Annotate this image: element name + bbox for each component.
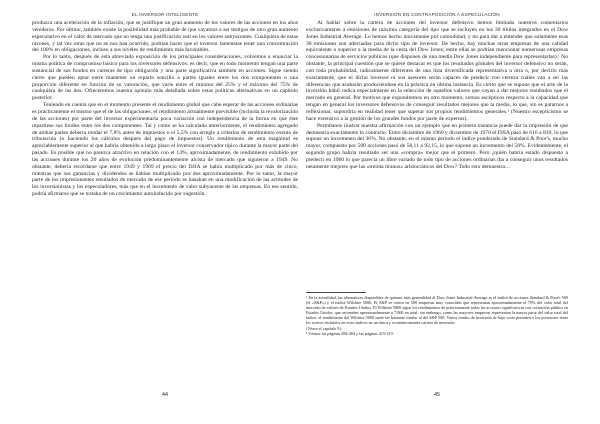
right-paragraph-2: Permítanos ilustrar nuestra afirmación con un ejemplo que en primera instancia puede dar la impresión de que demuestra exactamente lo contrario. Entre diciembre de 1960 y diciembre de 1970 el DJIA pasó de 616 a 839, lo que supone un incremento del 36%. No obstante, en el mismo periodo el índice ponderado de Standard & Poor's, mucho mayor, compuesto por 500 acciones pasó de 58,11 a 92,15, lo que supone un incremento del 58%. Evidentemente, el segundo grupo habría resultado ser una «compra» mejor que el primero. Pero ¿quién habría estado dispuesto a predecir en 1960 lo que parecía un libre variado de todo tipo de acciones ordinarias iba a conseguir unos resultados netamente mejores que las «treinta tiranos» aristocráticos del Dow? Todo esto demuestra…	[306, 122, 568, 170]
left-paragraph-1: produzca una aceleración de la inflación, que se justifique un gran aumento de los valores de las acciones en los años venideros. Por último, también existe la posibilidad más probable de que vayamos a ser testigos de otro gran aumento especulativo en el valor de mercado que no tenga una justificación real en los valores subyacentes. Cualquiera de estas razones, y tal vez otras que no se nos han ocurrido, podrían hacer que el inversor lamentase tener una concentración del 100% en obligaciones, incluso a sus niveles de rendimiento más favorables.	[32, 20, 298, 54]
footnote-rule	[306, 292, 366, 293]
left-paragraph-2: Por lo tanto, después de esta abreviada exposición de los principales consideraciones, volvemos a enunciar la misma política de compromiso básico para los inversores defensivos: es decir, que en todo momento tengan una parte sustancial de sus fondos en carteras de tipo obligación y una parte significativa también en acciones. Sigue siendo cierto que pueden optar entre mantener un reparto sencillo a partes iguales entre los dos componentes o una proporción diferente en función de su valoración, que varíe entre el mínimo del 25% y el máximo del 75% de cualquiera de las dos. Ofreceremos nuestra opinión más detallada sobre estas políticas alternativas en un capítulo posterior.	[32, 54, 298, 102]
right-page-number: 45	[434, 392, 440, 398]
right-paragraph-1: Al hablar sobre la cartera de acciones del inversor defensivo hemos limitado nuestros comentarios exclusivamente a emisiones de máxima categoría del tipo que se incluyen en los 30 títulos integrados en el Dow Jones Industrial Average. Lo hemos hecho únicamente por comodidad, y no para dar a entender que solamente esas 30 emisiones son adecuadas para dicho tipo de inversor. De hecho, hay muchas otras empresas de una calidad equivalente o superior a la media de la cesta del Dow Jones; entre ellas se podrían mencionar numerosas empresas concesionarias de servicios públicos (que disponen de una media Dow Jones independiente para representarlas).¹ No obstante, la principal cuestión que se quiere destacar es que los resultados globales del inversor defensivo no serán, con toda probabilidad, radicalmente diferentes de una lista diversificada representativa u otra o, por decirlo más exactamente, que ni dicho inversor ni sus asesores serán capaces de predecir con certeza cuáles van a ser las diferencias que acabarán produciéndose en la práctica en última instancia. Es cierto que se supone que el arte de la inversión hábil radica especialmente en la selección de aquellos valores que vayan a dar mejores resultados que el mercado en general. Por motivos que expondremos en otro momento, somos escépticos respecto a la capacidad que tengan en general los inversores defensivos de conseguir resultados mejores que la media, lo que, sin es pararnos a reflexionar, supondría en realidad tener que superar sus propios rendimientos generales.² (Nuestro escepticismo se hace extensivo a la gestión de los grandes fondos por parte de expertos).	[306, 20, 568, 122]
footnote-1-continued: (Véase el capítulo 9).	[306, 325, 342, 331]
left-page-body	[32, 20, 298, 198]
left-paragraph-3: Teniendo en cuenta que en el momento presente el rendimiento global que cabe esperar de las acciones ordinarias es prácticamente el mismo que el de las obligaciones, el rendimiento actualmente previsible (incluida la revalorización de las acciones) por parte del inversor experimentaría poca variación con independencia de la forma en que éste repartiese sus fondos entre los dos componentes. Tal y como se ha calculado anteriormente, el rendimiento agregado de ambas partes debería rondar el 7,8% antes de impuestos o el 5,5% con arreglo a criterios de rendimiento exento de tributación (o haciendo los cálculos después del pago de impuestos). Un rendimiento de esta magnitud es apreciablemente superior al que habría obtenido a largo plazo el inversor conservador típico durante la mayor parte del pasado. Es posible que no parezca atractivo en relación con el 14%, aproximadamente, de rendimiento exhibido por las acciones durante los 20 años de evolución predominantemente alcista de mercado que siguieron a 1949. No obstante, debería recordarse que entre 1949 y 1969 el precio del DJIA se había multiplicado por más de cinco, mientras que sus ganancias y dividendos se habían multiplicado por dos aproximadamente. Por lo tanto, la mayor parte de los impresionantes resultados de mercado de ese periodo se basaban en una modificación de las actitudes de los inversionistas y los especuladores, más que en el incremento de valor subyacente de las empresas. En ese sentido, podría afirmarse que se trataba de un crecimiento autoinducido por sugestión.	[32, 102, 298, 198]
right-page	[306, 0, 568, 424]
right-running-head: INVERSIÓN EN CONTRAPOSICIÓN A ESPECULACIÓN	[374, 12, 500, 17]
left-page-number: 44	[162, 392, 168, 398]
footnotes	[306, 292, 568, 336]
left-page	[32, 0, 298, 424]
left-running-head: EL INVERSOR INTELIGENTE	[131, 12, 199, 17]
right-page-body	[306, 20, 568, 171]
footnote-2: ² Véanse las páginas 384-404 y las páginas 415-419.	[306, 330, 394, 336]
footnote-1: ¹ En la actualidad, las alternativas disponibles de quienes más generalidad al Dow Jones Industrial Average es el índice de acciones Standard & Poor's 500 (el «S&P») y el índice Wilshire 5000. El S&P se centra en 500 empresas muy conocidas que representan aproximadamente el 70% del valor total del mercado de valores de Estados Unidos. El Wilshire 5000 sigue los rendimientos de prácticamente todas las acciones significativas con cotización pública en Estados Unidos, que ascienden aproximadamente a 7.000 en total; sin embargo, como las mayores empresas representan la mayor parte del valor total del índice, el rendimiento del Wilshire 5000 suele ser bastante similar al del S&P 500. Varios fondos de inversión de bajo coste permiten a los inversores tener los activos incluidos en estos índices en un única y económicamente cartera de inversión.	[306, 295, 568, 326]
